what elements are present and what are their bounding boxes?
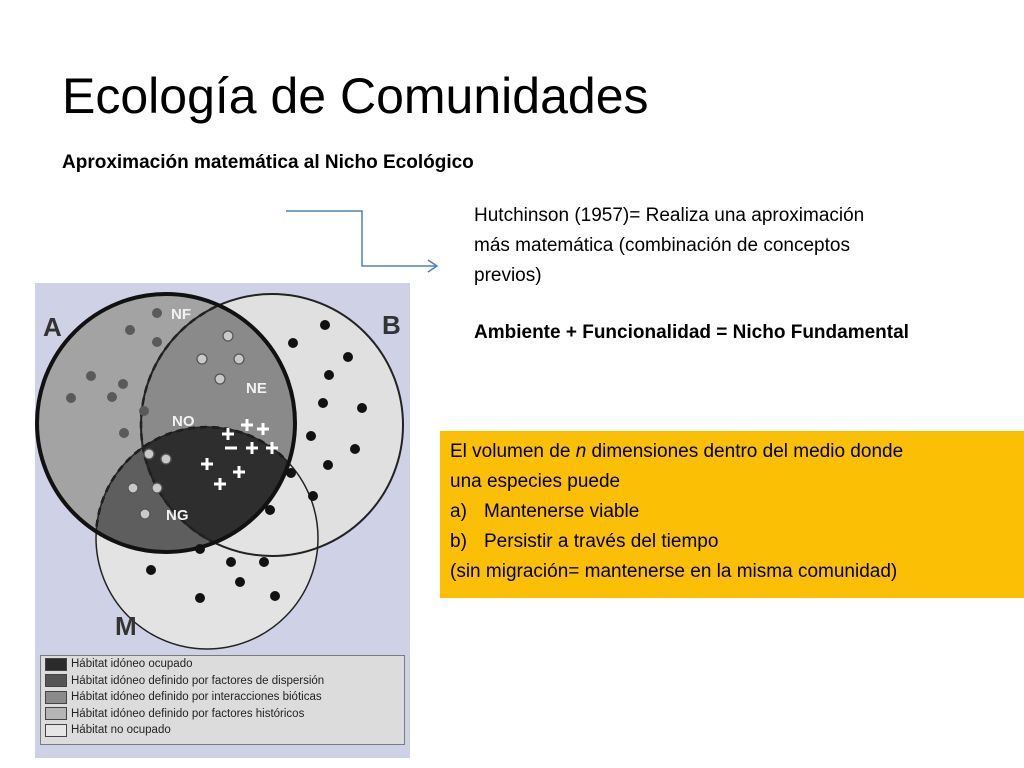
hutchinson-line: Hutchinson (1957)= Realiza una aproximación (474, 205, 865, 226)
legend-swatch (45, 674, 67, 687)
legend-label: Hábitat idóneo ocupado (71, 658, 193, 671)
legend-swatch (45, 707, 67, 720)
definition-item: a) Mantenerse viable (450, 501, 640, 522)
region-label-no: NO (172, 413, 195, 430)
venn-diagram (35, 283, 410, 655)
niche-definition-box (440, 431, 1024, 598)
legend-swatch (45, 658, 67, 671)
definition-note: (sin migración= mantenerse en la misma comunidad) (450, 561, 898, 582)
set-label-b: B (382, 310, 401, 340)
definition-line: una especies puede (450, 471, 621, 492)
definition-list (450, 497, 1014, 557)
diagram-legend (40, 655, 405, 745)
legend-swatch (45, 691, 67, 704)
legend-label: Hábitat idóneo definido por factores de dispersión (71, 674, 325, 687)
definition-item: b) Persistir a través del tiempo (450, 531, 719, 552)
connector-arrow (280, 200, 450, 280)
legend-item (41, 689, 404, 706)
slide-subtitle: Aproximación matemática al Nicho Ecológico (62, 152, 474, 173)
legend-label: Hábitat idóneo definido por factores históricos (71, 707, 305, 720)
hutchinson-line: previos) (474, 265, 542, 286)
legend-item (41, 656, 404, 673)
set-label-m: M (115, 611, 137, 641)
region-label-ng: NG (166, 507, 189, 524)
niche-venn-figure (35, 283, 410, 758)
definition-line: El volumen de n dimensiones dentro del medio donde (450, 441, 904, 462)
legend-label: Hábitat idóneo definido por interacciones bióticas (71, 691, 322, 704)
legend-item (41, 706, 404, 723)
set-label-a: A (43, 312, 62, 342)
legend-item (41, 722, 404, 739)
legend-label: Hábitat no ocupado (71, 724, 171, 737)
hutchinson-text (474, 201, 994, 291)
legend-item (41, 673, 404, 690)
region-label-ne: NE (246, 380, 267, 397)
region-label-nf: NF (171, 306, 191, 323)
hutchinson-line: más matemática (combinación de conceptos (474, 235, 850, 256)
fundamental-niche-formula: Ambiente + Funcionalidad = Nicho Fundamental (474, 322, 909, 343)
legend-swatch (45, 724, 67, 737)
slide-title: Ecología de Comunidades (62, 68, 649, 124)
